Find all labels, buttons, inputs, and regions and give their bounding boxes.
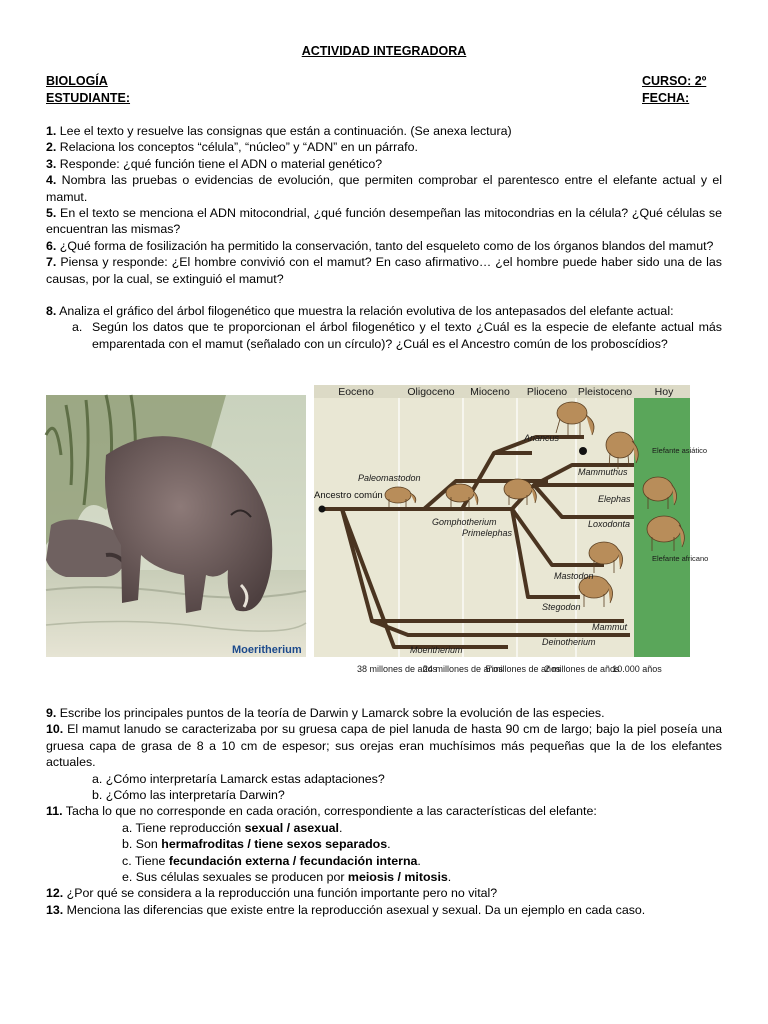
period-pleistoceno: Pleistoceno: [577, 386, 633, 398]
question-8a: a. Según los datos que te proporcionan el árbol filogenético y el texto ¿Cuál es la especie de elefante actual más emparentada con el mamut (señalado con un círculo)? ¿Cuál es el Ancestro común de los proboscídios?: [72, 320, 722, 351]
question-11b: b. Son hermafroditas / tiene sexos separados.: [122, 837, 391, 852]
label-loxodonta: Loxodonta: [588, 519, 631, 529]
period-hoy: Hoy: [654, 386, 674, 398]
label-primelephas: Primelephas: [462, 528, 513, 538]
time-2-ma: 2 millones de años: [544, 664, 620, 674]
moeritherium-illustration: [46, 395, 306, 657]
question-4: 4. Nombra las pruebas o evidencias de evolución, que permiten comprobar el parentesco entre el elefante actual y el mamut.: [46, 173, 722, 204]
label-ancestro-comun: Ancestro común: [314, 490, 383, 501]
label-elefante-asiatico: Elefante asiático: [652, 446, 708, 455]
question-10: 10. El mamut lanudo se caracterizaba por su gruesa capa de piel lanuda de hasta 90 cm de largo; bajo la piel poseía una gruesa capa de grasa de 8 a 10 cm de espesor; sus orejas eran muchísimos más pequeñas que la de los elefantes actuales.: [46, 722, 722, 770]
label-elephas: Elephas: [598, 494, 631, 504]
period-oligoceno: Oligoceno: [407, 386, 455, 398]
photo-caption: Moeritherium: [232, 644, 302, 656]
time-5-ma: 5 millones de años: [485, 664, 561, 674]
subject-label: BIOLOGÍA: [46, 74, 108, 88]
student-label: ESTUDIANTE:: [46, 91, 131, 105]
period-eoceno: Eoceno: [338, 386, 374, 398]
question-10b: b. ¿Cómo las interpretaría Darwin?: [92, 788, 285, 803]
label-gomphotherium: Gomphotherium: [432, 517, 497, 527]
period-plioceno: Plioceno: [526, 386, 568, 398]
time-10000: 10.000 años: [612, 664, 662, 674]
period-mioceno: Mioceno: [470, 386, 510, 398]
question-7: 7. Piensa y responde: ¿El hombre convivió con el mamut? En caso afirmativo… ¿el hombre puede haber sido una de las causas, por la cual, se extinguió el mamut?: [46, 255, 722, 286]
question-1: 1. Lee el texto y resuelve las consignas que están a continuación. (Se anexa lectura): [46, 124, 512, 138]
label-elefante-africano: Elefante africano: [652, 554, 709, 563]
question-6: 6. ¿Qué forma de fosilización ha permitido la conservación, tanto del esqueleto como de los órganos blandos del mamut?: [46, 238, 714, 253]
question-12: 12. ¿Por qué se considera a la reproducción una función importante pero no vital?: [46, 886, 498, 901]
question-3: 3. Responde: ¿qué función tiene el ADN o material genético?: [46, 156, 383, 171]
date-label: FECHA:: [642, 91, 690, 105]
question-13: 13. Menciona las diferencias que existe entre la reproducción asexual y sexual. Da un ejemplo en cada caso.: [46, 902, 646, 917]
label-stegodon: Stegodon: [542, 602, 581, 612]
question-11: 11. Tacha lo que no corresponde en cada oración, correspondiente a las características del elefante:: [46, 804, 597, 819]
question-10a: a. ¿Cómo interpretaría Lamarck estas adaptaciones?: [92, 771, 385, 786]
time-24-ma: 24 millones de años: [422, 664, 504, 674]
label-paleomastodon: Paleomastodon: [358, 473, 421, 483]
question-9: 9. Escribe los principales puntos de la teoría de Darwin y Lamarck sobre la evolución de las especies.: [46, 706, 605, 720]
page-title: ACTIVIDAD INTEGRADORA: [301, 44, 467, 58]
question-8: 8. Analiza el gráfico del árbol filogenético que muestra la relación evolutiva de los antepasados del elefante actual:: [46, 304, 674, 319]
label-mastodon: Mastodon: [554, 571, 594, 581]
questions-1-to-8: [46, 123, 722, 352]
time-38-ma: 38 millones de años: [356, 664, 438, 674]
questions-9-to-13: [46, 705, 722, 918]
label-moeritherium: Moeritherium: [410, 645, 463, 655]
question-11a: a. Tiene reproducción sexual / asexual.: [122, 820, 343, 835]
question-2: 2. Relaciona los conceptos “célula”, “núcleo” y “ADN” en un párrafo.: [46, 140, 418, 155]
label-anancus: Anancus: [524, 433, 560, 443]
label-mammuthus: Mammuthus: [578, 467, 628, 477]
label-mammut: Mammut: [592, 622, 628, 632]
question-11c: c. Tiene fecundación externa / fecundación interna.: [122, 853, 421, 868]
phylogenetic-tree: [312, 385, 709, 690]
question-5: 5. En el texto se menciona el ADN mitocondrial, ¿qué función desempeñan las mitocondrias en la célula? ¿Qué células se encuentran las mismas?: [46, 206, 722, 237]
course-label: CURSO: 2º: [642, 74, 707, 88]
label-deinotherium: Deinotherium: [542, 637, 596, 647]
question-11e: e. Sus células sexuales se producen por meiosis / mitosis.: [122, 870, 452, 885]
